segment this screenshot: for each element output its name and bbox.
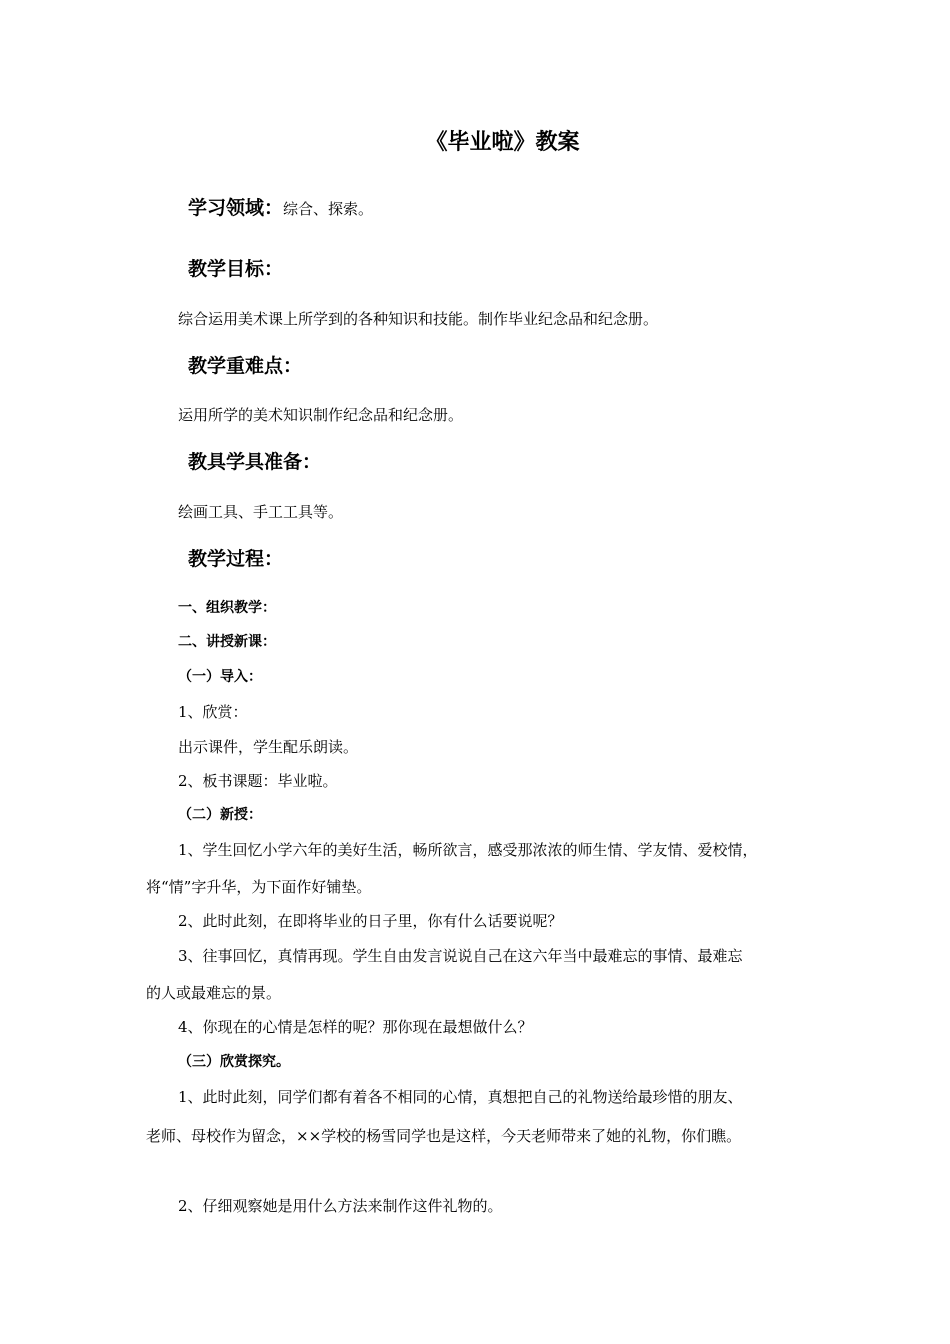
part-new-p2: 2、此时此刻，在即将毕业的日子里，你有什么话要说呢？: [178, 912, 563, 930]
part-explore-heading: （三）欣赏探究。: [178, 1054, 290, 1070]
field-value: 综合、探索。: [283, 200, 374, 218]
part-intro-line1: 1、欣赏：: [178, 703, 248, 721]
process-heading: 教学过程：: [188, 548, 284, 570]
field-label: 学习领域：: [188, 197, 284, 219]
part-new-p3-line2: 的人或最难忘的景。: [146, 984, 282, 1002]
objective-text: 综合运用美术课上所学到的各种知识和技能。制作毕业纪念品和纪念册。: [178, 310, 659, 328]
part-explore-p1-line2: 老师、母校作为留念，××学校的杨雪同学也是这样，今天老师带来了她的礼物，你们瞧。: [146, 1127, 742, 1145]
document-title: 《毕业啦》教案: [425, 130, 580, 155]
field-heading: [188, 195, 373, 222]
part-new-p1-line2: 将“情”字升华，为下面作好铺垫。: [146, 878, 372, 896]
key-points-text: 运用所学的美术知识制作纪念品和纪念册。: [178, 406, 464, 424]
part-intro-line2: 出示课件，学生配乐朗读。: [178, 738, 359, 756]
part-new-p3-line1: 3、往事回忆，真情再现。学生自由发言说说自己在这六年当中最难忘的事情、最难忘: [178, 947, 743, 965]
materials-text: 绘画工具、手工工具等。: [178, 503, 344, 521]
part-intro-heading: （一）导入：: [178, 669, 262, 685]
part-intro-line3: 2、板书课题：毕业啦。: [178, 772, 338, 790]
section-new-lesson: 二、讲授新课：: [178, 634, 276, 650]
part-new-p1-line1: 1、学生回忆小学六年的美好生活，畅所欲言，感受那浓浓的师生情、学友情、爱校情，: [178, 841, 758, 859]
objective-heading: 教学目标：: [188, 258, 284, 280]
materials-heading: 教具学具准备：: [188, 451, 322, 473]
part-new-heading: （二）新授：: [178, 807, 262, 823]
part-explore-p2: 2、仔细观察她是用什么方法来制作这件礼物的。: [178, 1197, 503, 1215]
section-organize: 一、组织教学：: [178, 600, 276, 616]
part-new-p4: 4、你现在的心情是怎样的呢？那你现在最想做什么？: [178, 1018, 533, 1036]
key-points-heading: 教学重难点：: [188, 355, 303, 377]
part-explore-p1-line1: 1、此时此刻，同学们都有着各不相同的心情，真想把自己的礼物送给最珍惜的朋友、: [178, 1088, 743, 1106]
